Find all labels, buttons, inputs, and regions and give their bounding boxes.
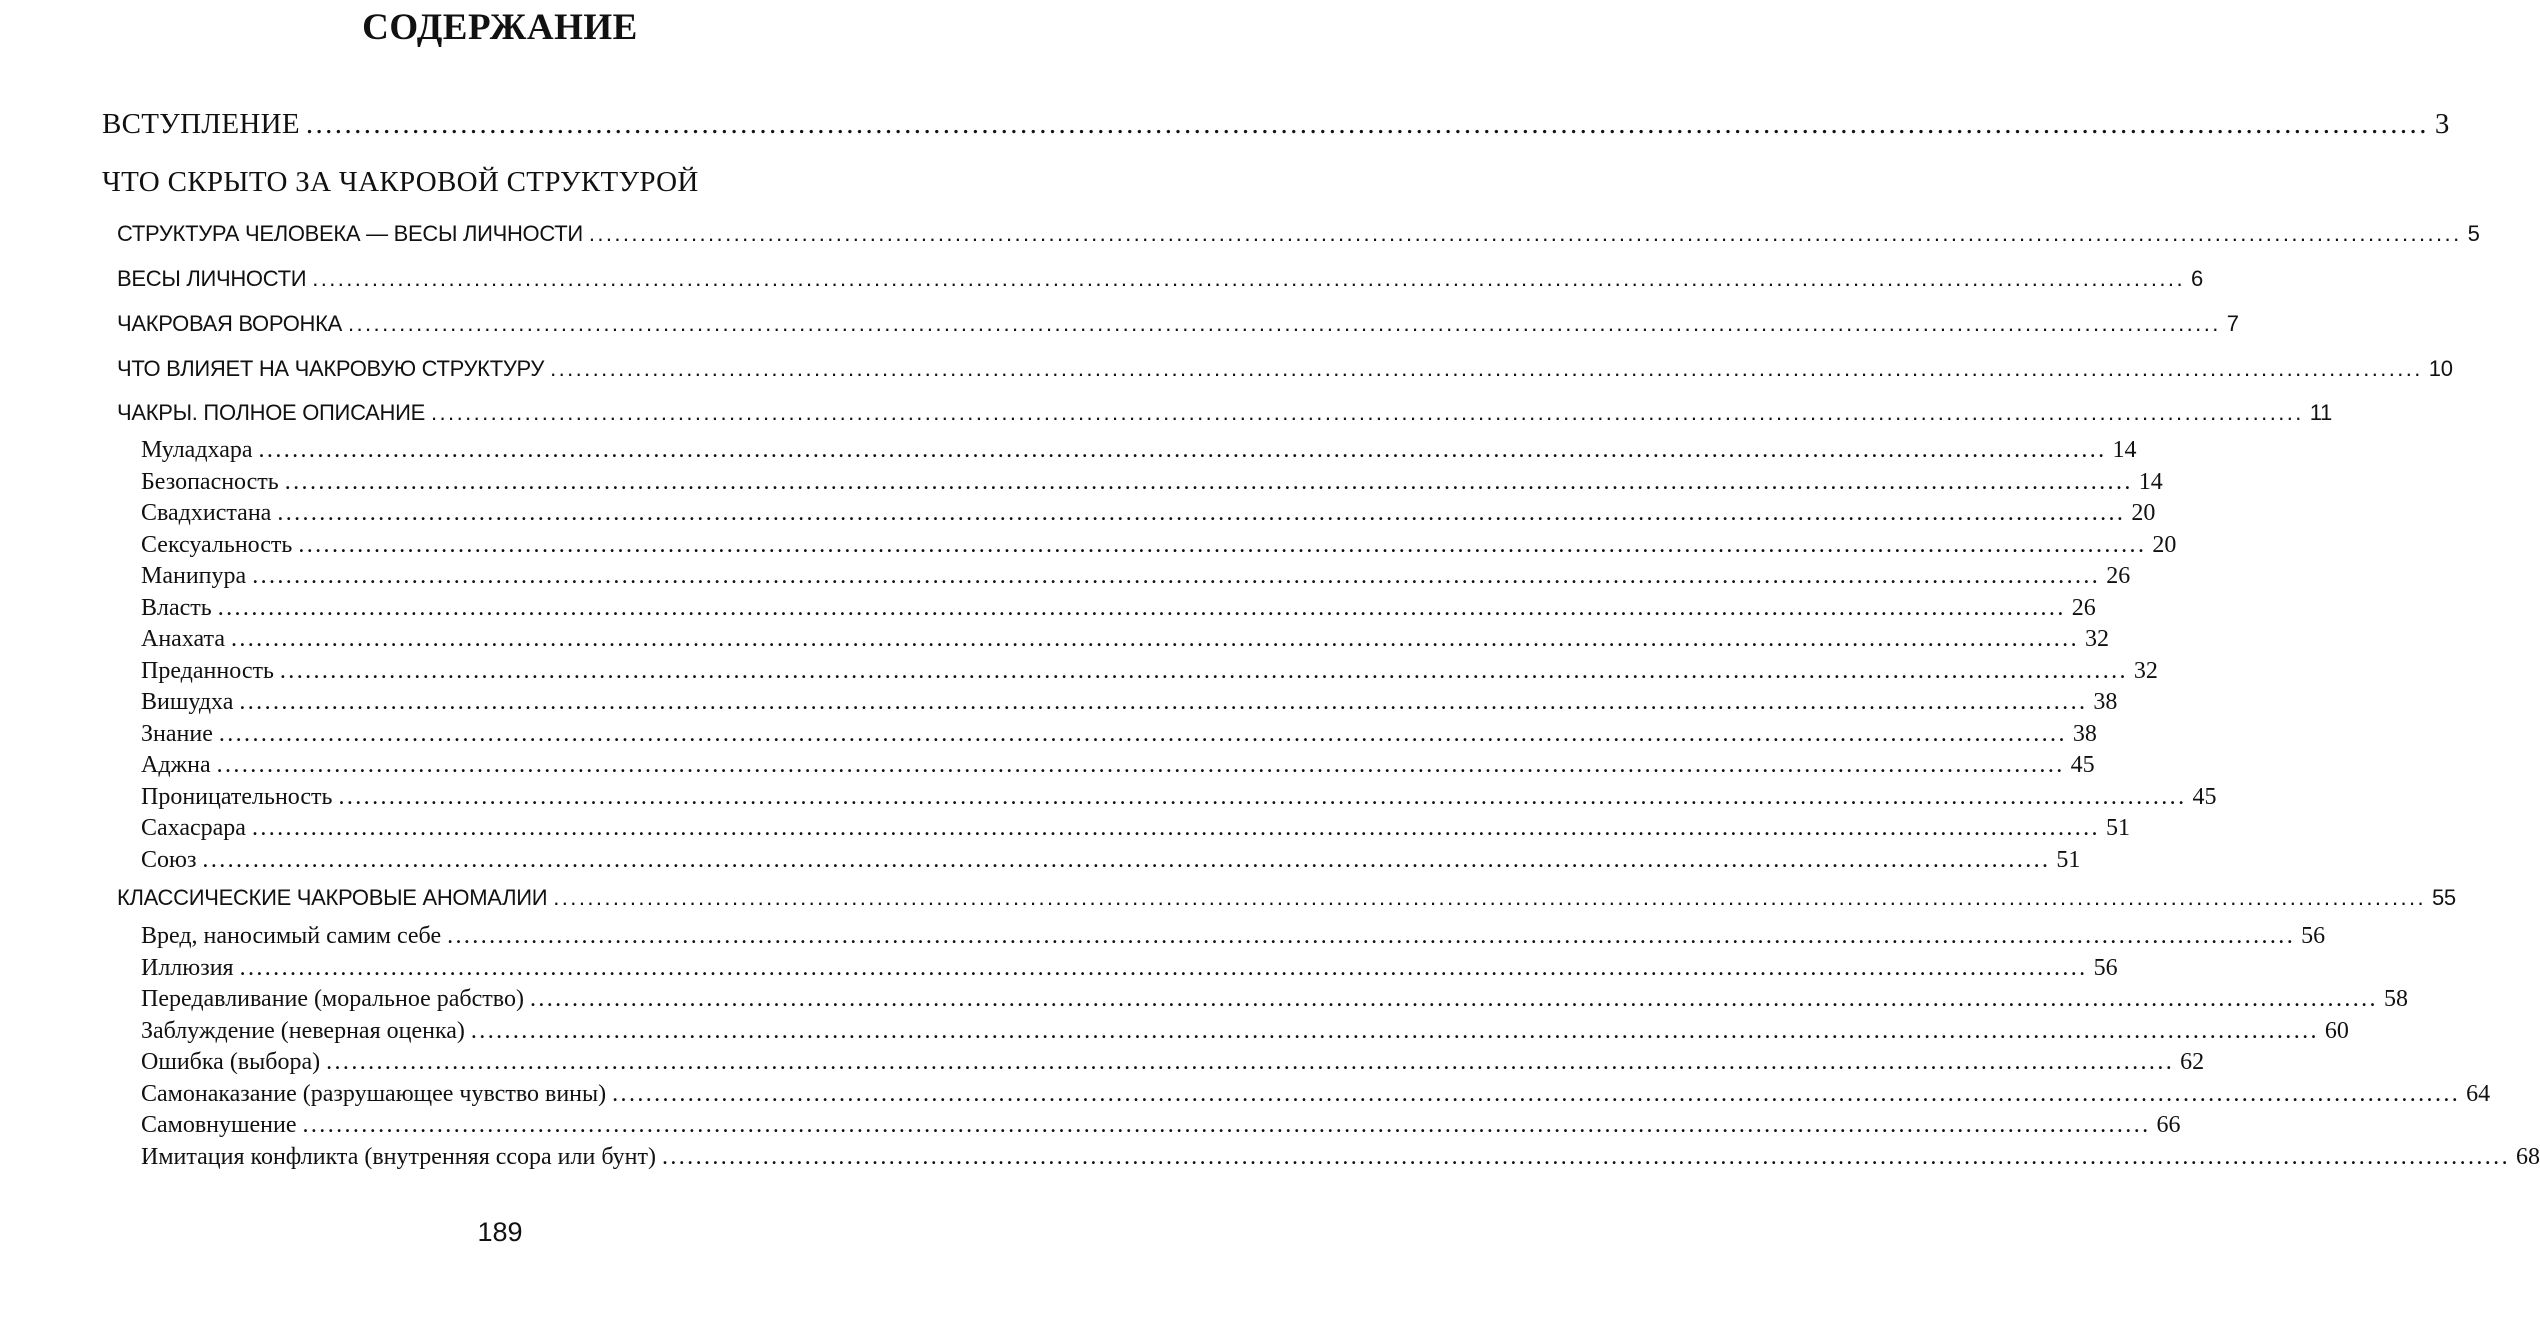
toc-section-entry[interactable]: [117, 356, 2453, 382]
toc-entry-page: 64: [2466, 1080, 2491, 1107]
dot-leader: ............................................................................................................................................................................................................................: [258, 437, 2107, 463]
toc-entry-page: 11: [2309, 400, 2332, 425]
toc-entry-label: Преданность: [141, 657, 274, 684]
dot-leader: ............................................................................................................................................................................................................................: [279, 657, 2128, 684]
toc-entry-page: 58: [2383, 986, 2408, 1012]
toc-section-entry[interactable]: [117, 221, 2480, 247]
dot-leader: ............................................................................................................................................................................................................................: [550, 356, 2423, 381]
dot-leader: ............................................................................................................................................................................................................................: [218, 720, 2067, 747]
toc-entry-label: Знание: [141, 720, 213, 747]
toc-entry-label: Сексуальность: [141, 531, 293, 558]
toc-subentry[interactable]: [141, 531, 2177, 559]
toc-entry-page: 56: [2093, 954, 2118, 981]
dot-leader: ............................................................................................................................................................................................................................: [470, 1017, 2319, 1044]
dot-leader: ............................................................................................................................................................................................................................: [277, 500, 2126, 526]
toc-entry-page: 32: [2133, 657, 2158, 684]
toc-entry-label: Передавливание (моральное рабство): [141, 986, 524, 1012]
dot-leader: ............................................................................................................................................................................................................................: [305, 108, 2429, 140]
toc-entry-label: Анахата: [141, 626, 225, 652]
dot-leader: ............................................................................................................................................................................................................................: [588, 221, 2462, 246]
toc-entry-page: 20: [2152, 531, 2177, 558]
toc-entry-label: ЧАКРОВАЯ ВОРОНКА: [117, 311, 343, 336]
toc-entry-page: 45: [2192, 783, 2217, 810]
toc-entry-page: 60: [2324, 1017, 2349, 1044]
dot-leader: ............................................................................................................................................................................................................................: [230, 626, 2079, 652]
toc-entry-page: 14: [2138, 468, 2163, 495]
toc-entry-page: 20: [2131, 500, 2156, 526]
page-title: СОДЕРЖАНИЕ: [362, 7, 638, 48]
toc-entry-page: 51: [2056, 846, 2081, 873]
dot-leader: ............................................................................................................................................................................................................................: [302, 1112, 2151, 1138]
toc-entry-page: 56: [2301, 923, 2326, 949]
toc-subentry[interactable]: [141, 500, 2156, 527]
toc-entry-label: Ошибка (выбора): [141, 1049, 321, 1075]
toc-subentry[interactable]: [141, 1080, 2491, 1108]
toc-entry-page: 55: [2432, 885, 2456, 910]
toc-subentry[interactable]: [141, 563, 2131, 590]
dot-leader: ............................................................................................................................................................................................................................: [252, 563, 2101, 589]
toc-entry-label: КЛАССИЧЕСКИЕ ЧАКРОВЫЕ АНОМАЛИИ: [117, 885, 548, 910]
toc-entry-label: Самовнушение: [141, 1112, 297, 1138]
toc-subentry[interactable]: [141, 954, 2118, 982]
dot-leader: ............................................................................................................................................................................................................................: [529, 986, 2378, 1012]
toc-section-entry[interactable]: [117, 400, 2332, 426]
toc-entry-page: 38: [2093, 689, 2118, 715]
toc-entry-label: Вишудха: [141, 689, 234, 715]
toc-subentry[interactable]: [141, 468, 2163, 496]
toc-part-heading[interactable]: ЧТО СКРЫТО ЗА ЧАКРОВОЙ СТРУКТУРОЙ: [102, 166, 699, 198]
toc-entry-page: 66: [2156, 1112, 2181, 1138]
toc-entry-intro[interactable]: [102, 108, 2450, 141]
toc-subentry[interactable]: [141, 720, 2097, 748]
toc-subentry[interactable]: [141, 752, 2095, 779]
toc-entry-page: 14: [2112, 437, 2137, 463]
toc-entry-label: Союз: [141, 846, 197, 873]
toc-entry-label: ВСТУПЛЕНИЕ: [102, 108, 300, 140]
toc-subentry[interactable]: [141, 783, 2217, 811]
toc-subentry[interactable]: [141, 1017, 2349, 1045]
dot-leader: ............................................................................................................................................................................................................................: [612, 1080, 2461, 1107]
toc-entry-page: 45: [2070, 752, 2095, 778]
toc-entry-label: Вред, наносимый самим себе: [141, 923, 442, 949]
toc-entry-label: Имитация конфликта (внутренняя ссора или бунт): [141, 1143, 656, 1170]
toc-subentry[interactable]: [141, 986, 2408, 1013]
toc-subentry[interactable]: [141, 1112, 2181, 1139]
toc-subentry[interactable]: [141, 626, 2109, 653]
toc-subentry[interactable]: [141, 1143, 2540, 1171]
dot-leader: ............................................................................................................................................................................................................................: [431, 400, 2304, 425]
toc-entry-label: ЧАКРЫ. ПОЛНОЕ ОПИСАНИЕ: [117, 400, 426, 425]
toc-entry-label: Аджна: [141, 752, 211, 778]
dot-leader: ............................................................................................................................................................................................................................: [312, 266, 2185, 291]
toc-subentry[interactable]: [141, 657, 2158, 685]
toc-entry-label: ЧТО ВЛИЯЕТ НА ЧАКРОВУЮ СТРУКТУРУ: [117, 356, 545, 381]
toc-entry-page: 32: [2084, 626, 2109, 652]
toc-entry-label: Проницательность: [141, 783, 333, 810]
toc-section-entry[interactable]: [117, 311, 2239, 337]
dot-leader: ............................................................................................................................................................................................................................: [217, 594, 2066, 621]
toc-entry-label: Иллюзия: [141, 954, 234, 981]
toc-section-entry[interactable]: [117, 266, 2203, 292]
toc-entry-label: СТРУКТУРА ЧЕЛОВЕКА — ВЕСЫ ЛИЧНОСТИ: [117, 221, 583, 246]
toc-subentry[interactable]: [141, 846, 2081, 874]
toc-entry-label: Манипура: [141, 563, 247, 589]
dot-leader: ............................................................................................................................................................................................................................: [553, 885, 2426, 910]
dot-leader: ............................................................................................................................................................................................................................: [284, 468, 2133, 495]
dot-leader: ............................................................................................................................................................................................................................: [216, 752, 2065, 778]
dot-leader: ............................................................................................................................................................................................................................: [661, 1143, 2510, 1170]
toc-entry-page: 5: [2467, 221, 2480, 246]
toc-entry-label: Свадхистана: [141, 500, 272, 526]
dot-leader: ............................................................................................................................................................................................................................: [338, 783, 2187, 810]
dot-leader: ............................................................................................................................................................................................................................: [239, 689, 2088, 715]
toc-subentry[interactable]: [141, 594, 2096, 622]
toc-entry-page: 6: [2190, 266, 2203, 291]
toc-subentry[interactable]: [141, 923, 2326, 950]
toc-entry-label: Самонаказание (разрушающее чувство вины): [141, 1080, 607, 1107]
toc-entry-label: Власть: [141, 594, 212, 621]
toc-subentry[interactable]: [141, 689, 2118, 716]
dot-leader: ............................................................................................................................................................................................................................: [447, 923, 2296, 949]
toc-entry-label: Безопасность: [141, 468, 279, 495]
toc-entry-page: 38: [2072, 720, 2097, 747]
toc-entry-page: 26: [2071, 594, 2096, 621]
toc-entry-page: 62: [2180, 1049, 2205, 1075]
toc-entry-label: Сахасрара: [141, 815, 246, 841]
dot-leader: ............................................................................................................................................................................................................................: [326, 1049, 2175, 1075]
toc-entry-page: 26: [2106, 563, 2131, 589]
toc-entry-page: 3: [2434, 108, 2450, 140]
toc-subentry[interactable]: [141, 815, 2130, 842]
dot-leader: ............................................................................................................................................................................................................................: [239, 954, 2088, 981]
toc-entry-label: ВЕСЫ ЛИЧНОСТИ: [117, 266, 307, 291]
dot-leader: ............................................................................................................................................................................................................................: [202, 846, 2051, 873]
toc-entry-page: 7: [2226, 311, 2239, 336]
toc-section-entry[interactable]: [117, 885, 2456, 911]
page-number: 189: [477, 1217, 523, 1247]
toc-subentry[interactable]: [141, 437, 2137, 464]
toc-entry-page: 10: [2428, 356, 2453, 381]
toc-entry-label: Заблуждение (неверная оценка): [141, 1017, 465, 1044]
toc-subentry[interactable]: [141, 1049, 2205, 1076]
dot-leader: ............................................................................................................................................................................................................................: [298, 531, 2147, 558]
toc-entry-page: 68: [2515, 1143, 2540, 1170]
dot-leader: ............................................................................................................................................................................................................................: [348, 311, 2221, 336]
toc-entry-page: 51: [2105, 815, 2130, 841]
dot-leader: ............................................................................................................................................................................................................................: [251, 815, 2100, 841]
toc-entry-label: Муладхара: [141, 437, 253, 463]
